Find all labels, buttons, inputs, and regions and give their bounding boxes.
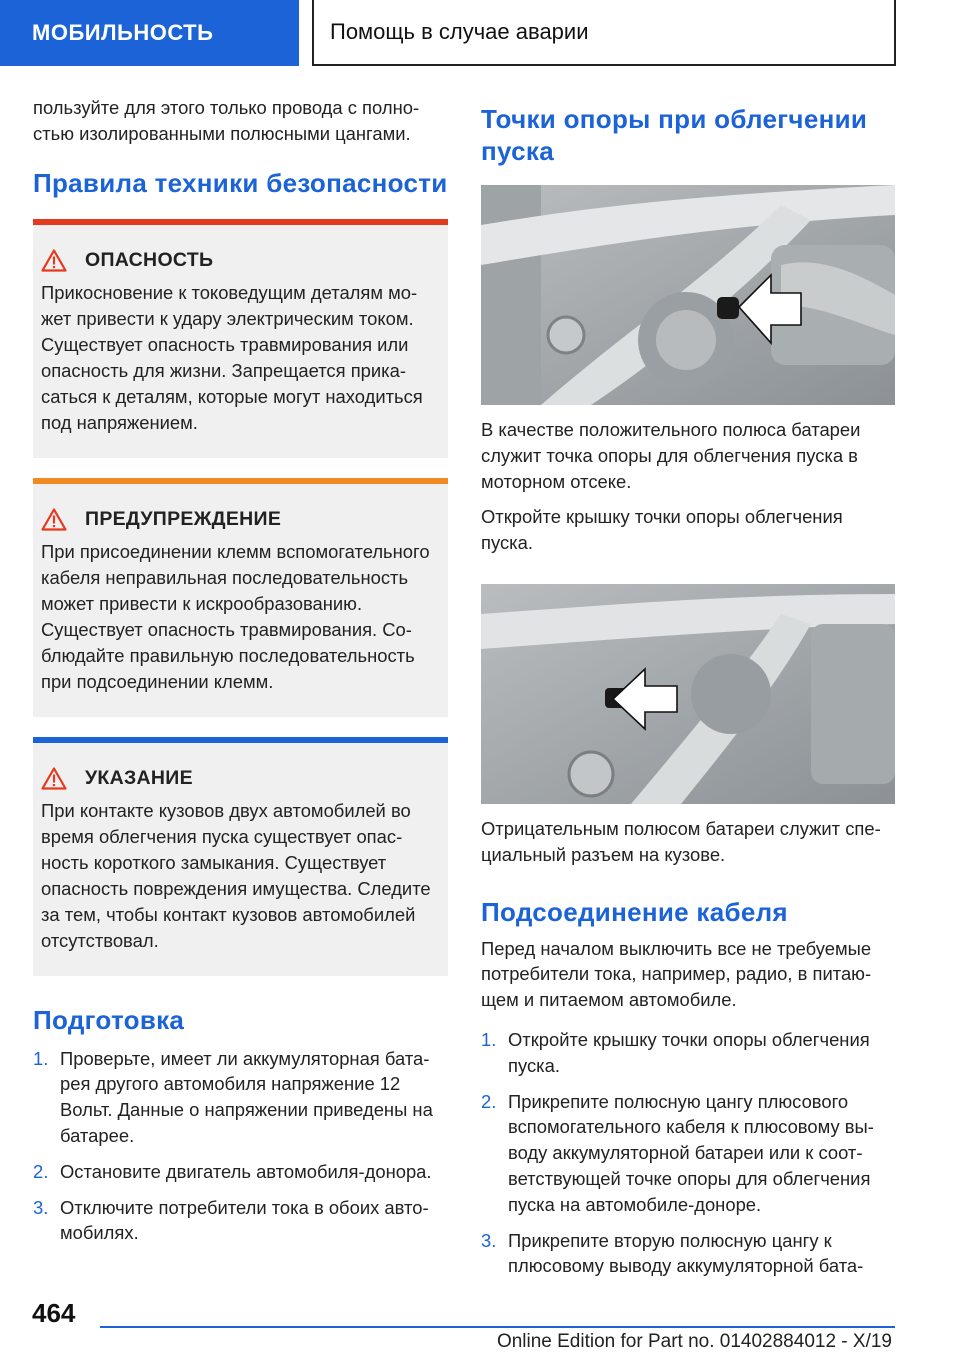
list-item: 3. Прикрепите вторую полюсную цангу к плюсовому выводу аккумуляторной бата-	[481, 1229, 864, 1277]
list-item: 1. Откройте крышку точки опоры облегчения пуска.	[481, 1028, 870, 1076]
engine-bay-photo-positive	[481, 185, 895, 405]
intro-paragraph: пользуйте для этого только провода с полностью изолированными полюсными цангами.	[33, 97, 420, 144]
note-title: УКАЗАНИЕ	[85, 766, 193, 789]
left-column	[33, 95, 448, 1256]
danger-title: ОПАСНОСТЬ	[85, 248, 214, 271]
warning-box	[33, 478, 448, 717]
warning-triangle-icon	[41, 508, 67, 531]
safety-heading: Правила техники безопасности	[33, 167, 448, 198]
photo1-caption-2: Откройте крышку точки опоры облегчения пуска.	[481, 506, 843, 554]
warning-triangle-icon	[41, 249, 67, 272]
warning-text: При присоединении клемм вспомогательного кабеля неправильная последовательность может привести к искрообразованию. Существует опасность травмирования. Соблюдайте правильную последовательность при подсоединении клемм.	[41, 540, 430, 692]
page-header-title: Помощь в случае аварии	[312, 0, 896, 66]
warning-title: ПРЕДУПРЕЖДЕНИЕ	[85, 507, 282, 530]
list-item: 2. Прикрепите полюсную цангу плюсового вспомогательного кабеля к плюсовому выводу аккумуляторной батареи или к соответствующей точке опоры для облегчения пуска на автомобиле-доноре.	[481, 1090, 874, 1215]
footer-divider	[100, 1326, 895, 1328]
preparation-steps	[33, 1046, 448, 1247]
note-box	[33, 737, 448, 976]
footer-edition: Online Edition for Part no. 01402884012 - X/19	[496, 1331, 892, 1352]
cable-connection-heading: Подсоединение кабеля	[481, 896, 788, 927]
jump-points-heading: Точки опоры при облегчении пуска	[481, 104, 868, 166]
cable-steps	[481, 1027, 895, 1279]
danger-text: Прикосновение к токоведущим деталям может привести к удару электрическим током. Существует опасность травмирования или опасность для жизни. Запрещается прикасаться к деталям, которые могут находиться под напряжением.	[41, 281, 423, 433]
list-item: 1. Проверьте, имеет ли аккумуляторная батарея другого автомобиля напряжение 12 Вольт. Данные о напряжении приведены на батарее.	[33, 1047, 433, 1146]
right-column	[481, 103, 895, 1289]
danger-box	[33, 219, 448, 458]
warning-triangle-icon	[41, 767, 67, 790]
preparation-heading: Подготовка	[33, 1004, 185, 1035]
engine-bay-photo-negative	[481, 584, 895, 804]
list-item: 2. Остановите двигатель автомобиля-донора.	[33, 1160, 432, 1182]
photo1-caption-1: В качестве положительного полюса батареи служит точка опоры для облегчения пуска в моторном отсеке.	[481, 419, 861, 492]
note-text: При контакте кузовов двух автомобилей во время облегчения пуска существует опасность короткого замыкания. Существует опасность повреждения имущества. Следите за тем, чтобы контакт кузовов автомобилей отсутствовал.	[41, 799, 431, 951]
page-number: 464	[32, 1298, 76, 1328]
photo2-caption: Отрицательным полюсом батареи служит специальный разъем на кузове.	[481, 817, 881, 865]
list-item: 3. Отключите потребители тока в обоих автомобилях.	[33, 1196, 429, 1244]
section-tab: МОБИЛЬНОСТЬ	[0, 0, 299, 66]
cable-intro: Перед началом выключить все не требуемые потребители тока, например, радио, в питающем и питаемом автомобиле.	[481, 937, 872, 1011]
